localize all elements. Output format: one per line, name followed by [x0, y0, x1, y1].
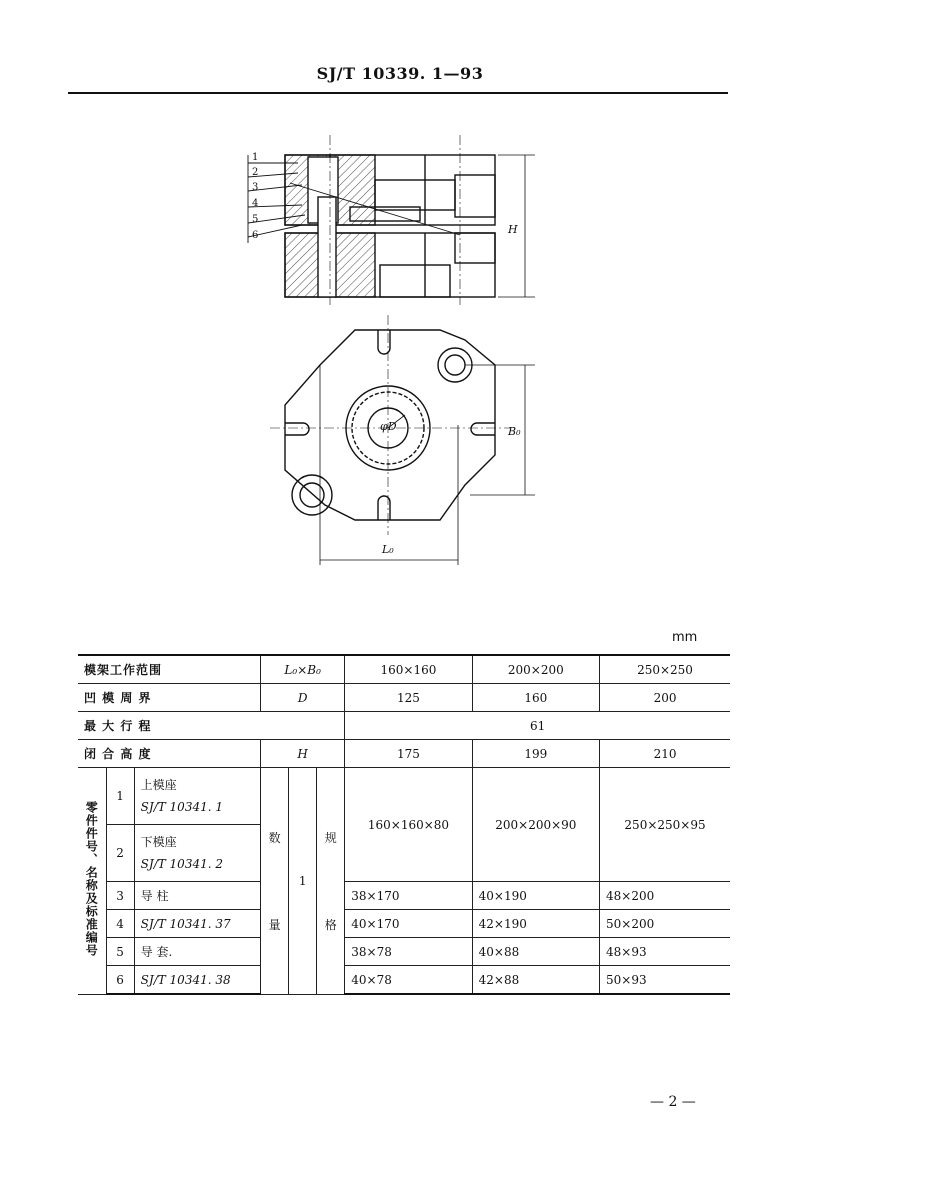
height-symbol: H — [261, 740, 345, 768]
callout-3: 3 — [252, 182, 259, 193]
seat-spec-v1: 160×160×80 — [345, 768, 472, 882]
table-row-stroke — [78, 712, 730, 740]
part5-v1: 38×78 — [345, 938, 472, 966]
height-v3: 210 — [600, 740, 730, 768]
table-row-die — [78, 684, 730, 712]
part2-name: 下模座 — [140, 835, 177, 849]
part5-v2: 40×88 — [472, 938, 599, 966]
table-row-height — [78, 740, 730, 768]
qty-value: 1 — [289, 768, 317, 995]
part6-std: SJ/T 10341. 38 — [134, 966, 260, 995]
die-v1: 125 — [345, 684, 472, 712]
stroke-value: 61 — [345, 712, 730, 740]
front-section-view — [248, 135, 535, 305]
height-label: 闭 合 高 度 — [78, 740, 261, 768]
part5-no: 5 — [106, 938, 134, 966]
table-row-part3 — [78, 882, 730, 910]
part3-v1: 38×170 — [345, 882, 472, 910]
dim-height-label: H — [508, 223, 518, 236]
die-label: 凹 模 周 界 — [78, 684, 261, 712]
part6-v3: 50×93 — [600, 966, 730, 995]
range-label: 模架工作范围 — [78, 655, 261, 684]
part3-v3: 48×200 — [600, 882, 730, 910]
table-row-part5 — [78, 938, 730, 966]
page-number: — 2 — — [650, 1094, 696, 1110]
part6-no: 6 — [106, 966, 134, 995]
range-v2: 200×200 — [472, 655, 599, 684]
seat-spec-v2: 200×200×90 — [472, 768, 599, 882]
part5-name: 导 套. — [134, 938, 260, 966]
die-set-drawing — [230, 125, 560, 585]
qty-label-bottom: 量 — [268, 917, 281, 932]
part3-name: 导 柱 — [134, 882, 260, 910]
range-v3: 250×250 — [600, 655, 730, 684]
parts-label: 零件件号、名称及标准编号 — [84, 801, 99, 958]
callout-2: 2 — [252, 167, 259, 178]
range-symbol: L₀×B₀ — [261, 655, 345, 684]
part3-v2: 40×190 — [472, 882, 599, 910]
callout-5: 5 — [252, 214, 259, 225]
height-v2: 199 — [472, 740, 599, 768]
standard-number: SJ/T 10339. 1—93 — [316, 64, 484, 83]
part6-v1: 40×78 — [345, 966, 472, 995]
part4-v2: 42×190 — [472, 910, 599, 938]
dim-diameter-label: φD — [380, 420, 397, 433]
plan-view — [270, 315, 535, 565]
unit-label: mm — [672, 630, 698, 645]
part4-std: SJ/T 10341. 37 — [134, 910, 260, 938]
seat-spec-v3: 250×250×95 — [600, 768, 730, 882]
table-row-part4 — [78, 910, 730, 938]
table-row-part6 — [78, 966, 730, 995]
spec-label-top: 规 — [324, 830, 337, 845]
part4-v3: 50×200 — [600, 910, 730, 938]
callout-4: 4 — [252, 198, 259, 209]
callout-1: 1 — [252, 152, 259, 163]
part1-name: 上模座 — [140, 778, 177, 792]
die-symbol: D — [261, 684, 345, 712]
part3-no: 3 — [106, 882, 134, 910]
part1-std: SJ/T 10341. 1 — [140, 800, 223, 814]
header-rule — [68, 92, 728, 94]
die-v2: 160 — [472, 684, 599, 712]
callout-6: 6 — [252, 230, 259, 241]
dim-width-label: B₀ — [508, 425, 521, 438]
part5-v3: 48×93 — [600, 938, 730, 966]
part6-v2: 42×88 — [472, 966, 599, 995]
range-v1: 160×160 — [345, 655, 472, 684]
dim-length-label: L₀ — [382, 543, 394, 556]
stroke-label: 最 大 行 程 — [78, 712, 345, 740]
part2-std: SJ/T 10341. 2 — [140, 857, 223, 871]
part4-v1: 40×170 — [345, 910, 472, 938]
table-row-part1 — [78, 768, 730, 825]
spec-label-bottom: 格 — [324, 917, 337, 932]
table-row-range — [78, 655, 730, 684]
die-v3: 200 — [600, 684, 730, 712]
part4-no: 4 — [106, 910, 134, 938]
spec-table — [78, 654, 730, 995]
part2-no: 2 — [106, 825, 134, 882]
part1-no: 1 — [106, 768, 134, 825]
height-v1: 175 — [345, 740, 472, 768]
qty-label-top: 数 — [268, 830, 281, 845]
